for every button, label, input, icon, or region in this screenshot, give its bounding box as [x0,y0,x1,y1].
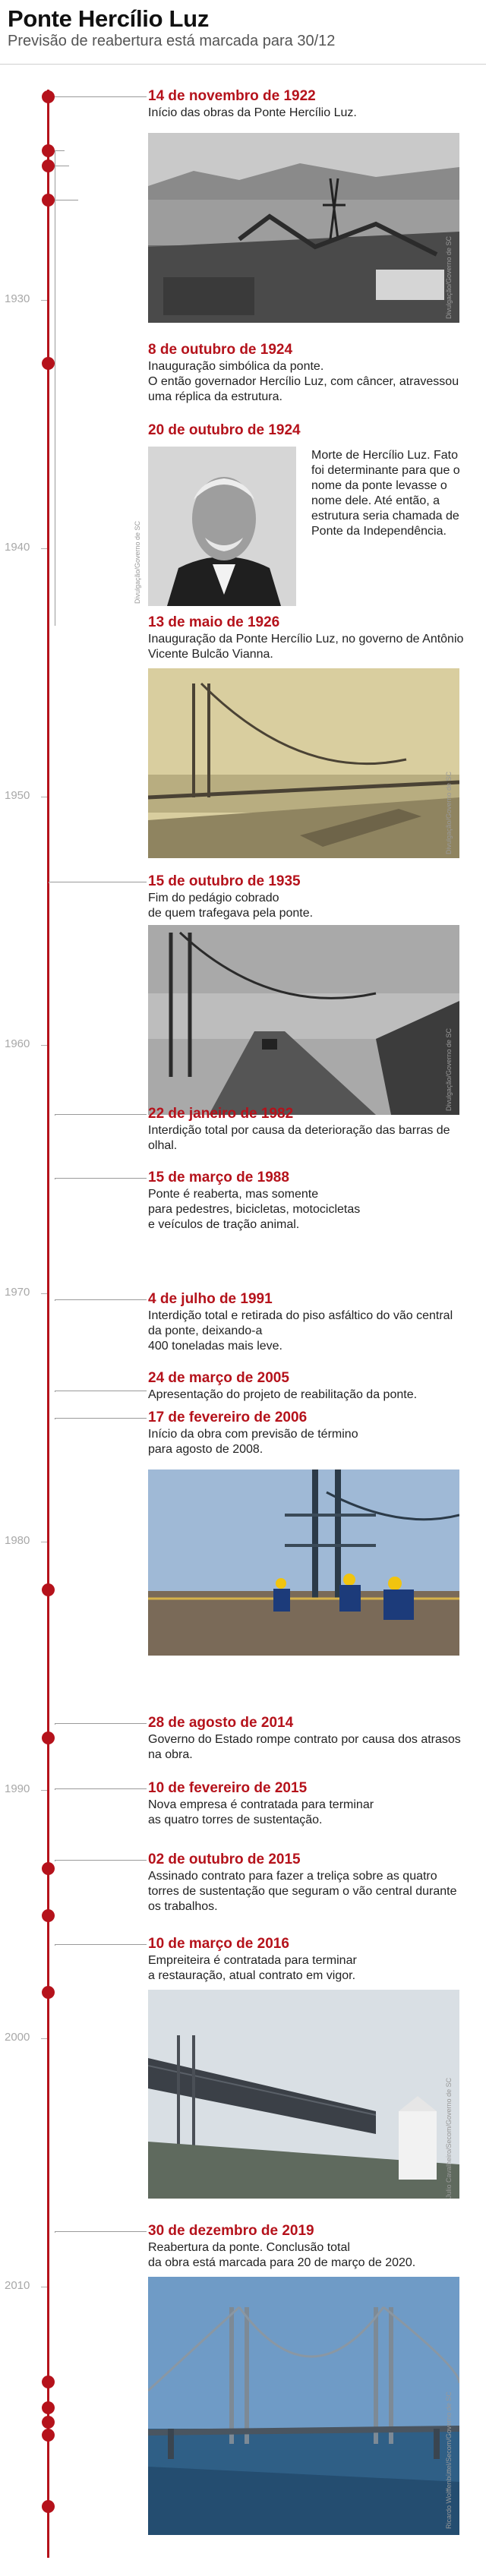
year-label: 1940 [5,541,30,554]
timeline-dot [42,90,55,103]
year-tick [41,1790,47,1791]
portrait-hercilio-luz [148,447,296,606]
event-text: Empreiteira é contratada para terminar a restauração, atual contrato em vigor. [148,1954,357,1982]
year-label: 1990 [5,1782,30,1795]
year-tick [41,2038,47,2039]
connector [55,1944,147,1946]
event-date: 24 de março de 2005 [148,1370,289,1386]
connector [55,1114,147,1116]
timeline-dot [42,144,55,157]
event-1924-oct20-text [311,448,463,539]
event-2006 [148,1409,467,1457]
event-date: 14 de novembro de 1922 [148,88,316,104]
event-2015-feb [148,1779,467,1828]
timeline-dot [42,159,55,172]
timeline-dot [42,357,55,370]
event-text: Ponte é reaberta, mas somente para pedestres, bicicletas, motocicletas e veículos de tração animal. [148,1188,361,1231]
event-text: Interdição total por causa da deterioração das barras de olhal. [148,1124,450,1152]
timeline-dot [42,1909,55,1922]
photo-credit: Divulgação/Governo de SC [445,1028,453,1111]
connector [55,1788,147,1790]
photo-inauguration-1926 [148,668,459,858]
event-text: Fim do pedágio cobrado de quem trafegava pela ponte. [148,892,314,920]
connector [49,882,147,883]
year-label: 1980 [5,1534,30,1547]
connector [55,1391,147,1392]
year-label: 1970 [5,1286,30,1299]
event-date: 20 de outubro de 1924 [148,422,301,438]
event-2005 [148,1369,467,1403]
timeline-dot [42,1583,55,1596]
photo-credit: Julio Cavalheiro/Secom/Governo de SC [445,2077,453,2199]
timeline-axis [47,90,49,2558]
connector [55,1418,147,1419]
event-date: 15 de março de 1988 [148,1170,289,1185]
event-1991 [148,1290,467,1354]
header [8,5,478,50]
event-date: 30 de dezembro de 2019 [148,2223,314,2239]
timeline-dot [42,194,55,207]
event-1982 [148,1105,467,1154]
timeline-dot [42,2376,55,2388]
timeline-dot [42,1732,55,1744]
page-title: Ponte Hercílio Luz [8,5,210,32]
event-2016 [148,1935,467,1984]
year-tick [41,1045,47,1046]
photo-bridge-1935 [148,925,459,1115]
event-text: Interdição total e retirada do piso asfáltico do vão central da ponte, deixando-a 400 toneladas mais leve. [148,1309,453,1353]
photo-restoration-2016 [148,1990,459,2199]
photo-credit: Divulgação/Governo de SC [134,520,141,604]
event-text: Reabertura da ponte. Conclusão total da obra está marcada para 20 de março de 2020. [148,2241,416,2269]
event-text: Início das obras da Ponte Hercílio Luz. [148,106,357,119]
event-date: 02 de outubro de 2015 [148,1852,301,1867]
timeline-dot [42,2401,55,2414]
connector [55,1860,147,1861]
connector [55,1723,147,1725]
timeline-dot [42,1986,55,1999]
event-date: 28 de agosto de 2014 [148,1715,294,1731]
event-text: Apresentação do projeto de reabilitação da ponte. [148,1388,418,1401]
event-text: Assinado contrato para fazer a treliça sobre as quatro torres de sustentação que seguram o vão central durante os trabalhos. [148,1870,457,1913]
year-label: 1960 [5,1037,30,1050]
photo-bridge-2019 [148,2277,459,2535]
timeline-dot [42,2429,55,2442]
event-1922 [148,87,467,121]
photo-works-2006 [148,1470,459,1656]
connector [55,200,78,626]
photo-credit: Divulgação/Governo de SC [445,771,453,854]
connector [55,1178,147,1179]
header-divider [0,64,486,65]
photo-credit: Divulgação/Governo de SC [445,235,453,319]
event-text: Inauguração da Ponte Hercílio Luz, no governo de Antônio Vicente Bulcão Vianna. [148,633,464,661]
photo-credit: Ricardo Wolffenbüttel/Secom/Governo de SC [445,2391,453,2529]
event-2019 [148,2222,467,2271]
event-text: Nova empresa é contratada para terminar as quatro torres de sustentação. [148,1798,374,1826]
event-date: 17 de fevereiro de 2006 [148,1410,308,1425]
event-date: 15 de outubro de 1935 [148,873,301,889]
event-1935 [148,873,467,921]
year-tick [41,548,47,549]
event-2014 [148,1714,467,1763]
event-1926 [148,614,467,662]
event-1924-oct8 [148,341,467,405]
event-date: 13 de maio de 1926 [148,614,280,630]
year-tick [41,300,47,301]
event-date: 10 de fevereiro de 2015 [148,1780,308,1796]
photo-construction-1922 [148,133,459,323]
event-date: 8 de outubro de 1924 [148,342,293,358]
timeline-dot [42,2416,55,2429]
connector [49,96,147,98]
year-label: 2010 [5,2279,30,2292]
event-text: Início da obra com previsão de término para agosto de 2008. [148,1428,358,1456]
event-2015-oct [148,1851,467,1915]
event-date: 4 de julho de 1991 [148,1291,273,1307]
event-1988 [148,1169,467,1233]
event-date: 22 de janeiro de 1982 [148,1106,294,1122]
event-text: Morte de Hercílio Luz. Fato foi determinante para que o nome da ponte levasse o nome dele. Até então, a estrutura seria chamada de Ponte da Independência. [311,449,460,538]
year-label: 1950 [5,789,30,802]
timeline-dot [42,1862,55,1875]
event-text: Governo do Estado rompe contrato por causa dos atrasos na obra. [148,1733,461,1761]
event-1924-oct20 [148,421,467,440]
event-date: 10 de março de 2016 [148,1936,289,1952]
page-subtitle: Previsão de reabertura está marcada para 30/12 [8,33,336,49]
timeline-dot [42,2500,55,2513]
event-text: Inauguração simbólica da ponte. O então governador Hercílio Luz, com câncer, atravessou uma réplica da estrutura. [148,360,459,403]
connector [55,2231,147,2233]
year-label: 2000 [5,2031,30,2044]
year-label: 1930 [5,292,30,305]
connector [55,1299,147,1301]
year-tick [41,1293,47,1294]
